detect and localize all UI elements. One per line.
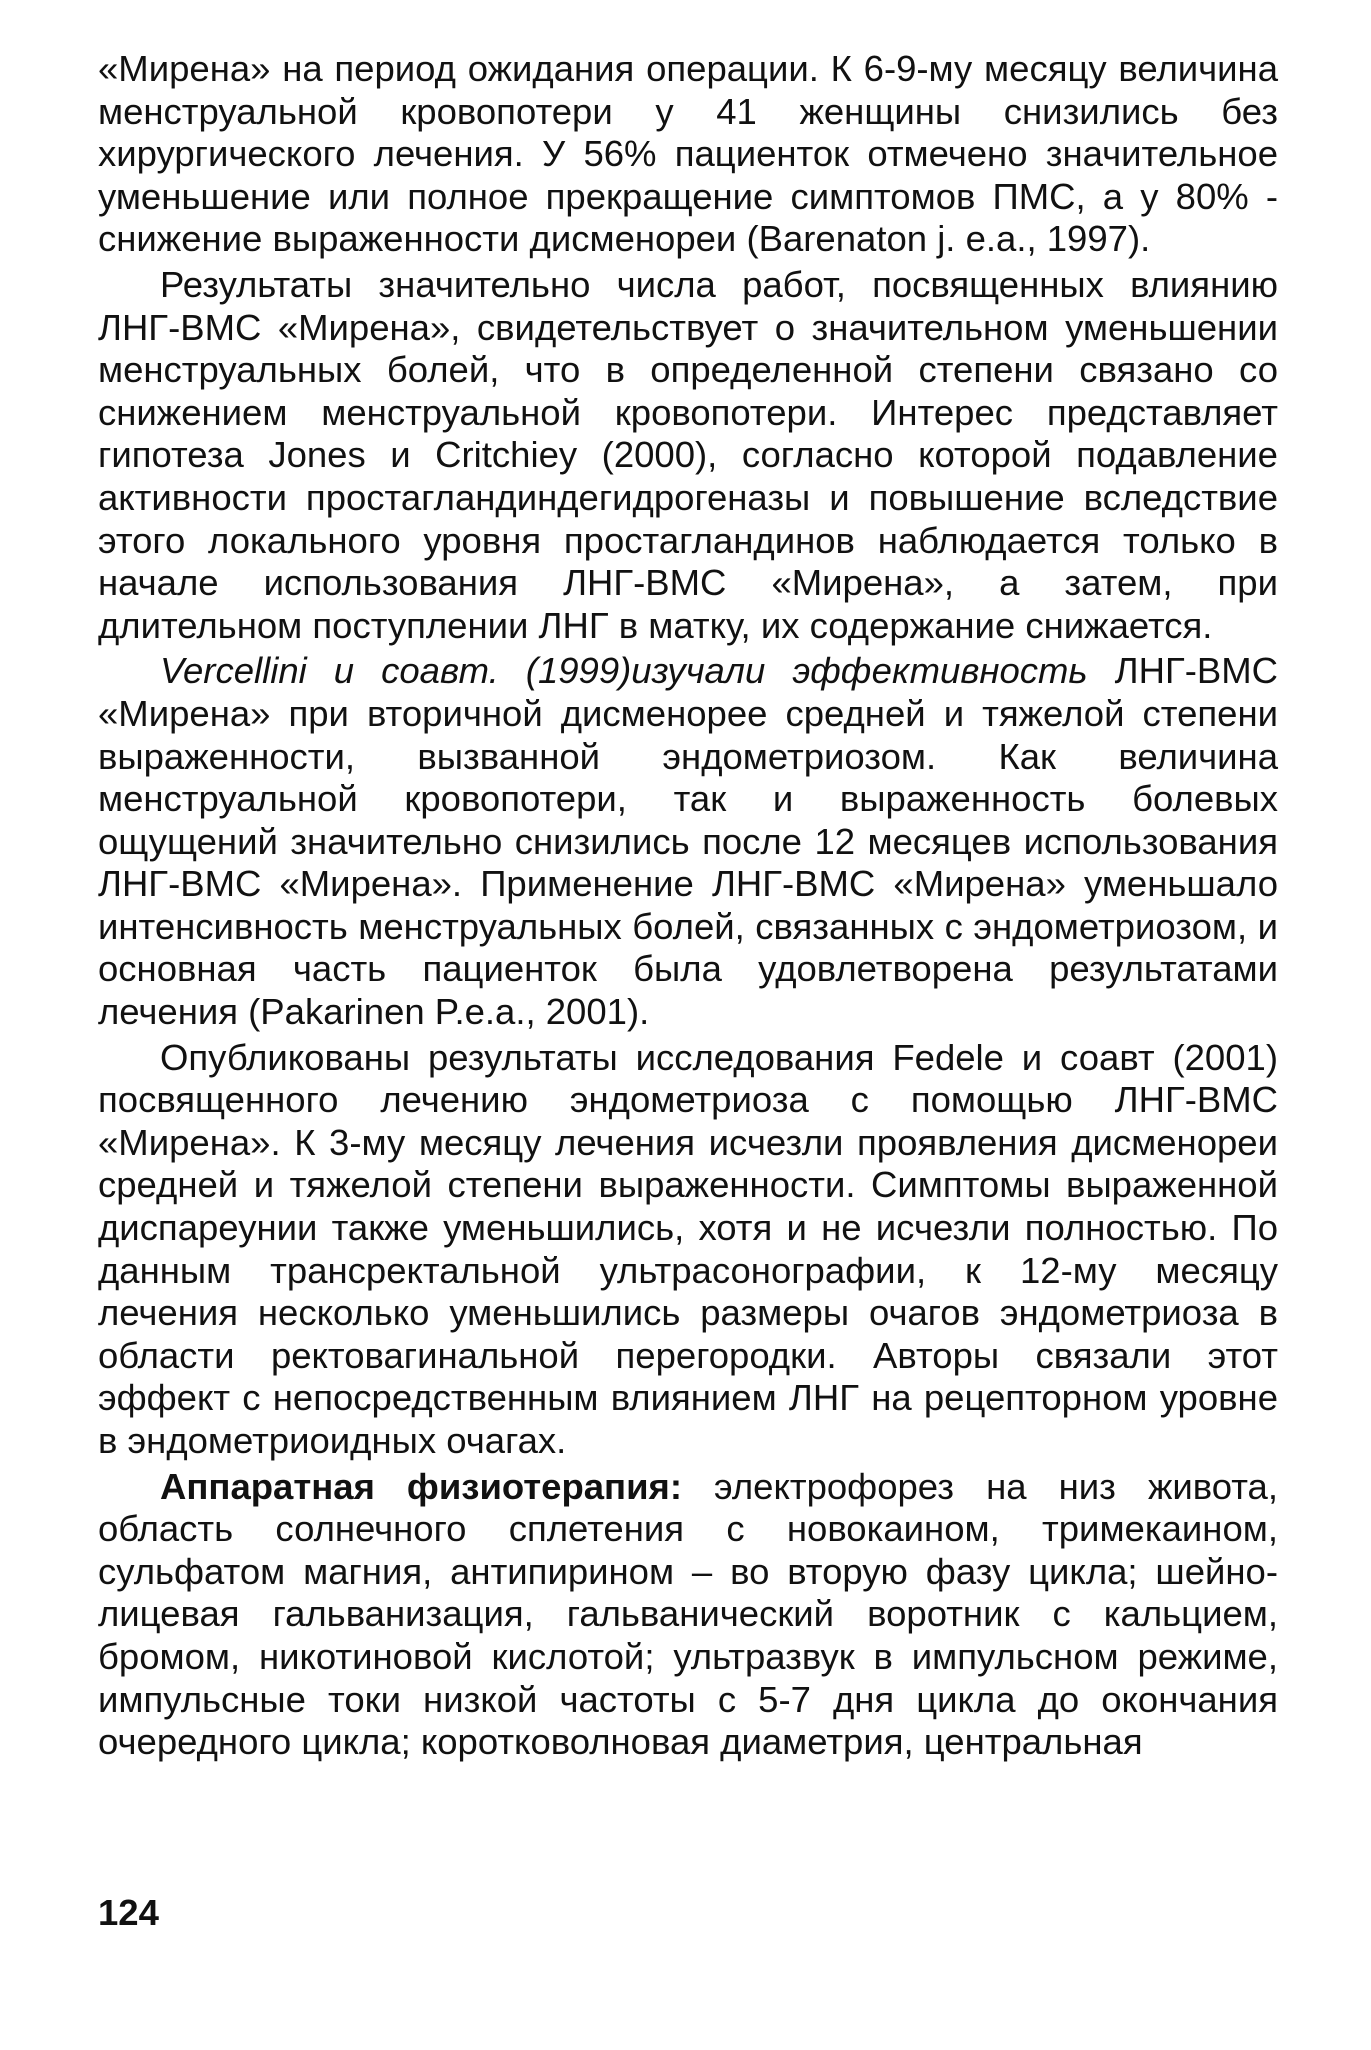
paragraph-3-text: ЛНГ-ВМС «Мирена» при вторичной дисменорее средней и тяжелой степени выраженности, вызванной эндометриозом. Как величина менструальной кровопотери, так и выраженность болевых ощущений значительно снизились после 12 месяцев использования ЛНГ-ВМС «Мирена». Применение ЛНГ-ВМС «Мирена» уменьшало интенсивность менструальных болей, связанных с эндометриозом, и основная часть пациенток была удовлетворена результатами лечения (Pakarinen P.e.a., 2001). (98, 650, 1278, 1033)
paragraph-5 (98, 1466, 1278, 1764)
paragraph-1 (98, 48, 1278, 261)
paragraph-2-text: Результаты значительно числа работ, посвященных влиянию ЛНГ-ВМС «Мирена», свидетельствует о значительном уменьшении менструальных болей, что в определенной степени связано со снижением менструальной кровопотери. Интерес представляет гипотеза Jones и Critchiey (2000), согласно которой подавление активности простагландиндегидрогеназы и повышение вследствие этого локального уровня простагландинов наблюдается только в начале использования ЛНГ-ВМС «Мирена», а затем, при длительном поступлении ЛНГ в матку, их содержание снижается. (98, 263, 1278, 646)
paragraph-1-text: «Мирена» на период ожидания операции. К 6-9-му месяцу величина менструальной кровопотери у 41 женщины снизились без хирургического лечения. У 56% пациенток отмечено значительное уменьшение или полное прекращение симптомов ПМС, а у 80% - снижение выраженности дисменореи (Barenaton j. e.a., 1997). (98, 48, 1278, 260)
page-number: 124 (98, 1892, 159, 1933)
page-text (98, 48, 1278, 1767)
paragraph-4-text: Опубликованы результаты исследования Fedele и соавт (2001) посвященного лечению эндометриоза с помощью ЛНГ-ВМС «Мирена». К 3-му месяцу лечения исчезли проявления дисменореи средней и тяжелой степени выраженности. Симптомы выраженной диспареунии также уменьшились, хотя и не исчезли полностью. По данным трансректальной ультрасонографии, к 12-му месяцу лечения несколько уменьшились размеры очагов эндометриоза в области ректовагинальной перегородки. Авторы связали этот эффект с непосредственным влиянием ЛНГ на рецепторном уровне в эндометриоидных очагах. (98, 1036, 1278, 1461)
paragraph-3 (98, 650, 1278, 1033)
paragraph-3-italic-lead: Vercellini и соавт. (1999)изучали эффективность (160, 650, 1088, 692)
paragraph-2 (98, 264, 1278, 647)
paragraph-5-text: электрофорез на низ живота, область солнечного сплетения с новокаином, тримекаином, сульфатом магния, антипирином – во вторую фазу цикла; шейно-лицевая гальванизация, гальванический воротник с кальцием, бромом, никотиновой кислотой; ультразвук в импульсном режиме, импульсные токи низкой частоты с 5-7 дня цикла до окончания очередного цикла; коротковолновая диаметрия, центральная (98, 1465, 1278, 1763)
paragraph-5-bold-lead: Аппаратная физиотерапия: (160, 1465, 682, 1507)
paragraph-4 (98, 1037, 1278, 1463)
